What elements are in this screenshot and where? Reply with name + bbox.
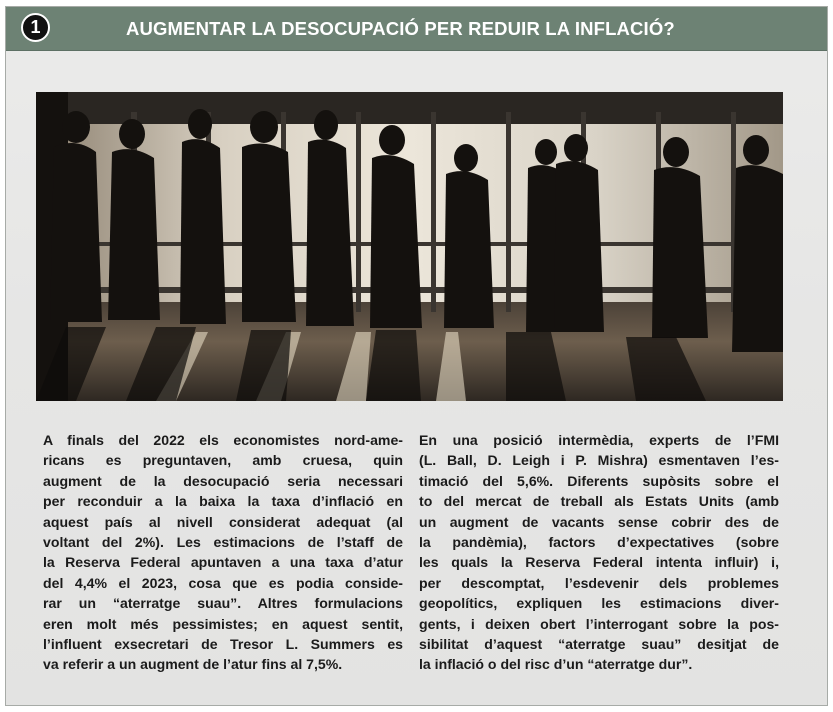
text-line: gents, i deixen obert l’interrogant sobre la pos- <box>419 615 779 632</box>
text-line: timació del 5,6%. Diferents supòsits sobre el <box>419 472 779 489</box>
header-bar <box>6 7 827 51</box>
photo-illustration <box>36 92 783 401</box>
queue-silhouettes-photo <box>36 92 783 401</box>
text-line: aquest país al nivell considerat adequat (al <box>43 513 403 530</box>
body-column-right <box>419 430 779 675</box>
text-line: la inflació o del risc d’un “aterratge dur”. <box>419 656 693 673</box>
text-line: ricans es preguntaven, amb cruesa, quin <box>43 452 403 469</box>
text-line: per descomptat, l’esdevenir dels problemes <box>419 574 779 591</box>
text-line: rar un “aterratge suau”. Altres formulacions <box>43 595 403 612</box>
text-line: A finals del 2022 els economistes nord-ame- <box>43 432 403 448</box>
text-line: per reconduir a la baixa la taxa d’inflació en <box>43 493 403 510</box>
text-line: les quals la Reserva Federal intenta influir) i, <box>419 554 779 571</box>
text-line: la pandèmia), factors d’expectatives (sobre <box>419 534 779 551</box>
text-line: del 4,4% el 2023, cosa que es podia conside- <box>43 574 403 591</box>
text-line: En una posició intermèdia, experts de l’FMI <box>419 432 779 448</box>
text-line: (L. Ball, D. Leigh i P. Mishra) esmentaven l’es- <box>419 452 779 469</box>
text-line: to del mercat de treball als Estats Units (amb <box>419 493 779 510</box>
section-number-badge: 1 <box>21 13 50 42</box>
text-line: un augment de vacants sense cobrir des de <box>419 513 779 530</box>
text-line: eren molt més pessimistes; en aquest sentit, <box>43 615 403 632</box>
text-line: geopolítics, expliquen les estimacions diver- <box>419 595 779 612</box>
text-line: augment de la desocupació seria necessari <box>43 472 403 489</box>
text-line: va referir a un augment de l’atur fins al 7,5%. <box>43 656 343 673</box>
text-line: voltant del 2%). Les estimacions de l’staff de <box>43 534 403 551</box>
body-column-left <box>43 430 403 675</box>
page-title: AUGMENTAR LA DESOCUPACIÓ PER REDUIR LA INFLACIÓ? <box>126 18 675 39</box>
text-line: la Reserva Federal apuntaven a una taxa d’atur <box>43 554 403 571</box>
text-line: l’influent exsecretari de Tresor L. Summers es <box>43 636 403 653</box>
text-line: sibilitat d’aquest “aterratge suau” desitjat de <box>419 636 779 653</box>
